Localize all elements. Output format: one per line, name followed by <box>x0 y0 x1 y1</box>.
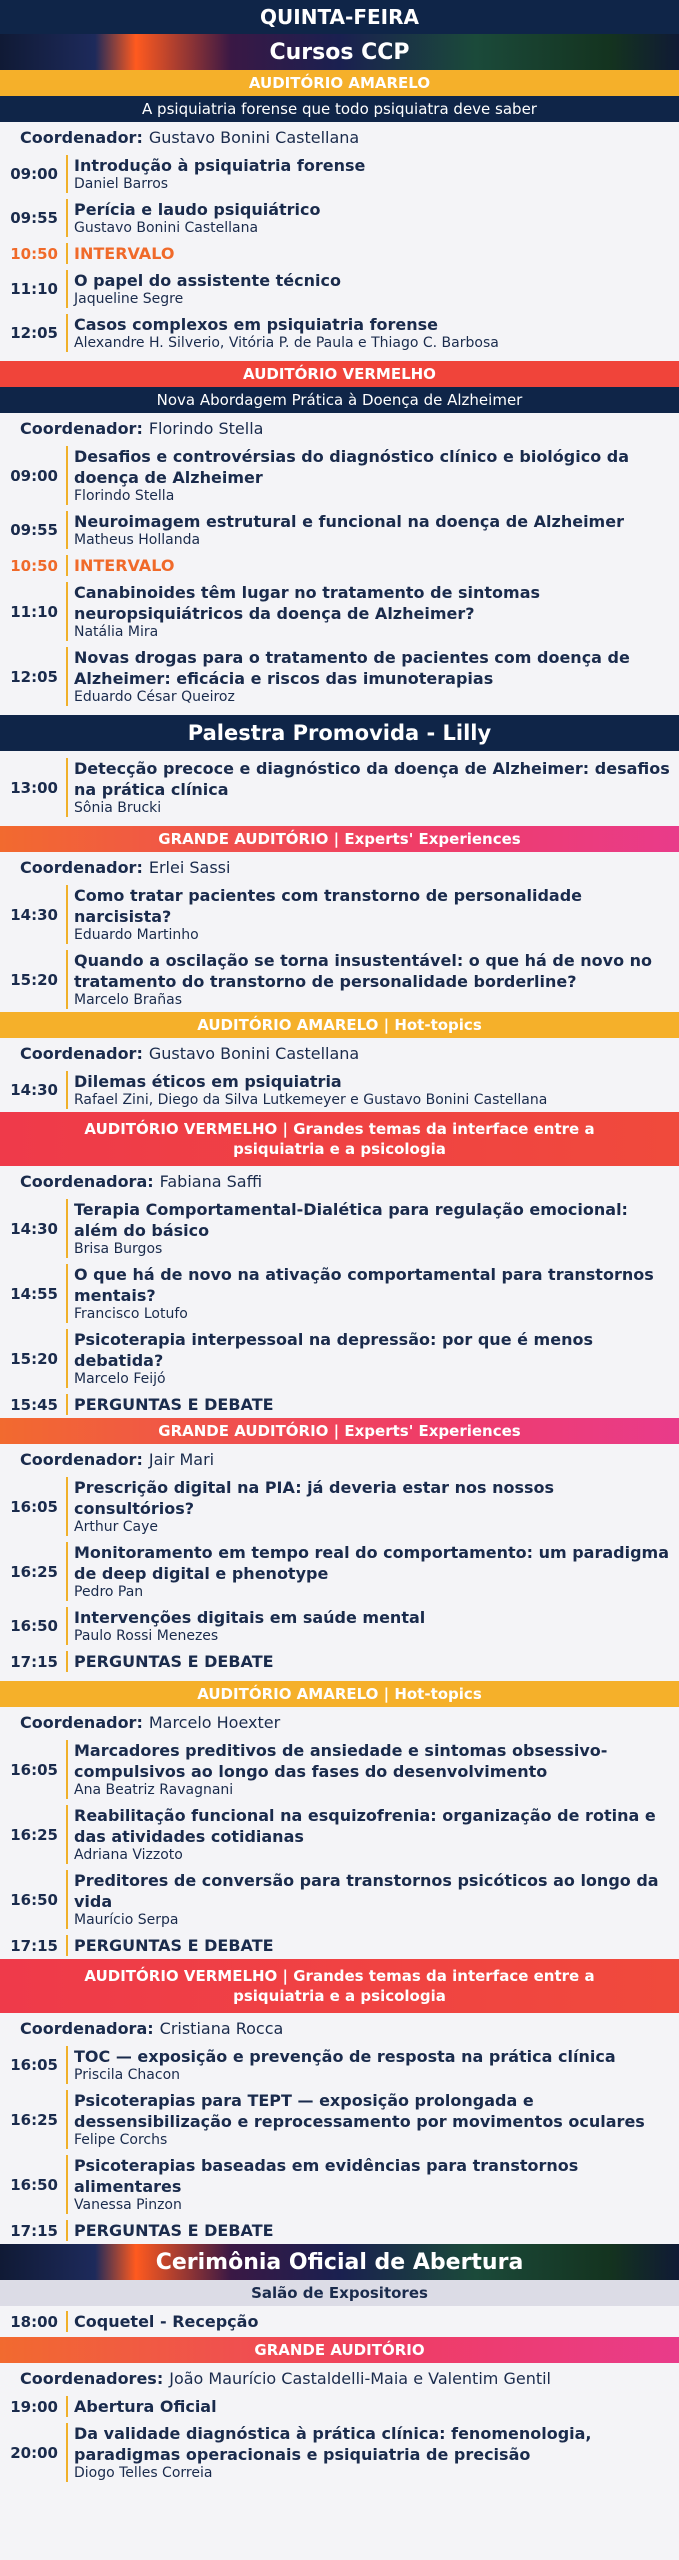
schedule-item <box>0 1932 679 1959</box>
item-content <box>66 885 679 944</box>
schedule-item <box>0 1391 679 1418</box>
item-speaker: Diogo Telles Correia <box>74 2465 213 2481</box>
item-time: 15:20 <box>10 1349 58 1368</box>
item-time: 16:25 <box>10 1562 58 1581</box>
item-content <box>66 582 679 641</box>
item-speaker: Florindo Stella <box>74 488 175 504</box>
s6-bar: AUDITÓRIO VERMELHO | Grandes temas da interface entre a psiquiatria e a psicologia <box>0 1112 679 1166</box>
item-speaker: Brisa Burgos <box>74 1241 163 1257</box>
s6-list <box>0 1196 679 1418</box>
schedule-item <box>0 882 679 947</box>
item-content <box>66 1394 679 1415</box>
cursos-banner: Cursos CCP <box>0 34 679 70</box>
item-speaker: Marcelo Brañas <box>74 992 183 1008</box>
schedule-item <box>0 1604 679 1648</box>
item-speaker: Eduardo Martinho <box>74 927 199 943</box>
s3-bar: Palestra Promovida - Lilly <box>0 715 679 751</box>
item-content <box>66 950 679 1009</box>
item-time: 17:15 <box>10 1652 58 1671</box>
item-time: 18:00 <box>10 2312 58 2331</box>
item-speaker: Arthur Caye <box>74 1519 159 1535</box>
item-content <box>66 1740 679 1799</box>
item-title: Quando a oscilação se torna insustentável: o que há de novo no tratamento do transtorno de personalidade borderline? <box>74 951 653 991</box>
schedule-item <box>0 196 679 240</box>
s1-coord: Coordenador: Gustavo Bonini Castellana <box>20 127 360 147</box>
item-title: Detecção precoce e diagnóstico da doença de Alzheimer: desafios na prática clínica <box>74 759 670 799</box>
item-content <box>66 2396 679 2417</box>
item-content <box>66 2220 679 2241</box>
item-title: PERGUNTAS E DEBATE <box>74 2221 274 2240</box>
item-time: 14:30 <box>10 905 58 924</box>
item-content <box>66 1329 679 1388</box>
item-content <box>66 1870 679 1929</box>
item-content <box>66 1477 679 1536</box>
s9-coord: Coordenadora: Cristiana Rocca <box>20 2018 284 2038</box>
s6-coord: Coordenadora: Fabiana Saffi <box>20 1171 263 1191</box>
s1-sub: A psiquiatria forense que todo psiquiatra deve saber <box>0 96 679 122</box>
schedule-item <box>0 1326 679 1391</box>
item-title: O papel do assistente técnico <box>74 271 341 290</box>
item-time: 13:00 <box>10 778 58 797</box>
item-time: 12:05 <box>10 667 58 686</box>
item-title: Abertura Oficial <box>74 2397 217 2416</box>
item-time: 11:10 <box>10 280 58 298</box>
item-time: 14:55 <box>10 1284 58 1303</box>
item-title: Psicoterapia interpessoal na depressão: por que é menos debatida? <box>74 1330 593 1370</box>
item-time: 16:05 <box>10 1497 58 1516</box>
s3-list <box>0 751 679 820</box>
item-title: PERGUNTAS E DEBATE <box>74 1936 274 1955</box>
s2-list <box>0 443 679 709</box>
schedule-item <box>0 1196 679 1261</box>
schedule-item <box>0 311 679 355</box>
day-header: QUINTA-FEIRA <box>0 0 679 34</box>
schedule-item <box>0 508 679 552</box>
item-time: 15:20 <box>10 970 58 989</box>
item-time: 14:30 <box>10 1081 58 1099</box>
schedule-item <box>0 579 679 644</box>
item-time: 09:55 <box>10 209 58 227</box>
s1-bar: AUDITÓRIO AMARELO <box>0 70 679 96</box>
item-speaker: Paulo Rossi Menezes <box>74 1628 219 1644</box>
item-content <box>66 1805 679 1864</box>
item-time: 16:25 <box>10 1825 58 1844</box>
item-content <box>66 511 679 549</box>
item-time: 14:30 <box>10 1219 58 1238</box>
item-speaker: Marcelo Feijó <box>74 1371 166 1387</box>
item-time: 16:50 <box>10 2175 58 2194</box>
s7-bar: GRANDE AUDITÓRIO | Experts' Experiences <box>0 1418 679 1444</box>
s2-sub: Nova Abordagem Prática à Doença de Alzheimer <box>0 387 679 413</box>
s11-bar: GRANDE AUDITÓRIO <box>0 2337 679 2363</box>
schedule-item <box>0 1802 679 1867</box>
item-content <box>66 647 679 706</box>
s10-list <box>0 2306 679 2337</box>
item-time: 12:05 <box>10 324 58 342</box>
item-speaker: Adriana Vizzoto <box>74 1847 183 1863</box>
schedule-item <box>0 1737 679 1802</box>
item-content <box>66 1264 679 1323</box>
item-speaker: Gustavo Bonini Castellana <box>74 220 259 236</box>
item-time: 16:25 <box>10 2110 58 2129</box>
item-speaker: Priscila Chacon <box>74 2067 181 2083</box>
s10-sub: Salão de Expositores <box>0 2280 679 2306</box>
item-time: 17:15 <box>10 2221 58 2240</box>
item-time: 11:10 <box>10 602 58 621</box>
item-title: Coquetel - Recepção <box>74 2312 259 2331</box>
schedule-item <box>0 2217 679 2244</box>
item-title: Reabilitação funcional na esquizofrenia: organização de rotina e das atividades cotidianas <box>74 1806 656 1846</box>
schedule-item <box>0 755 679 820</box>
schedule-item <box>0 443 679 508</box>
item-content <box>66 1607 679 1645</box>
item-content <box>66 555 679 576</box>
item-speaker: Ana Beatriz Ravagnani <box>74 1782 234 1798</box>
item-time: 10:50 <box>10 556 58 575</box>
item-time: 09:00 <box>10 165 58 183</box>
item-time: 19:00 <box>10 2397 58 2416</box>
s5-coord: Coordenador: Gustavo Bonini Castellana <box>20 1043 360 1063</box>
item-time: 16:05 <box>10 2056 58 2074</box>
item-title: Intervenções digitais em saúde mental <box>74 1608 426 1627</box>
s4-list <box>0 882 679 1012</box>
item-time: 16:05 <box>10 1760 58 1779</box>
schedule-item <box>0 644 679 709</box>
item-time: 17:15 <box>10 1936 58 1955</box>
item-title: Psicoterapias para TEPT — exposição prolongada e dessensibilização e reprocessamento por movimentos oculares <box>74 2091 645 2131</box>
item-title: O que há de novo na ativação comportamental para transtornos mentais? <box>74 1265 654 1305</box>
item-speaker: Rafael Zini, Diego da Silva Lutkemeyer e Gustavo Bonini Castellana <box>74 1092 548 1108</box>
s5-bar: AUDITÓRIO AMARELO | Hot-topics <box>0 1012 679 1038</box>
s5-list <box>0 1068 679 1112</box>
item-title: Da validade diagnóstica à prática clínica: fenomenologia, paradigmas operacionais e psiquiatria de precisão <box>74 2424 592 2464</box>
schedule-item <box>0 552 679 579</box>
item-title: Marcadores preditivos de ansiedade e sintomas obsessivo-compulsivos ao longo das fases do desenvolvimento <box>74 1741 608 1781</box>
schedule-item <box>0 1261 679 1326</box>
s11-list <box>0 2393 679 2485</box>
schedule-item <box>0 2087 679 2152</box>
item-time: 16:50 <box>10 1617 58 1635</box>
item-speaker: Maurício Serpa <box>74 1912 179 1928</box>
item-title: Neuroimagem estrutural e funcional na doença de Alzheimer <box>74 512 624 531</box>
item-speaker: Daniel Barros <box>74 176 169 192</box>
item-content <box>66 2155 679 2214</box>
s1-list <box>0 152 679 355</box>
item-speaker: Felipe Corchs <box>74 2132 168 2148</box>
item-speaker: Natália Mira <box>74 624 159 640</box>
item-speaker: Jaqueline Segre <box>74 291 184 307</box>
cerimonia-banner: Cerimônia Oficial de Abertura <box>0 2244 679 2280</box>
item-speaker: Eduardo César Queiroz <box>74 689 235 705</box>
item-title: Novas drogas para o tratamento de pacientes com doença de Alzheimer: eficácia e riscos das imunoterapias <box>74 648 630 688</box>
s8-bar: AUDITÓRIO AMARELO | Hot-topics <box>0 1681 679 1707</box>
item-content <box>66 446 679 505</box>
item-time: 20:00 <box>10 2443 58 2462</box>
s4-bar: GRANDE AUDITÓRIO | Experts' Experiences <box>0 826 679 852</box>
s8-coord: Coordenador: Marcelo Hoexter <box>20 1712 281 1732</box>
item-title: Introdução à psiquiatria forense <box>74 156 366 175</box>
item-time: 16:50 <box>10 1890 58 1909</box>
schedule-item <box>0 2308 679 2335</box>
item-speaker: Alexandre H. Silverio, Vitória P. de Paula e Thiago C. Barbosa <box>74 335 499 351</box>
item-title: Perícia e laudo psiquiátrico <box>74 200 321 219</box>
item-content <box>66 1651 679 1672</box>
item-content <box>66 243 679 264</box>
s7-coord: Coordenador: Jair Mari <box>20 1449 215 1469</box>
item-content <box>66 270 679 308</box>
item-speaker: Francisco Lotufo <box>74 1306 188 1322</box>
s11-coord: Coordenadores: João Maurício Castaldelli-Maia e Valentim Gentil <box>20 2368 551 2388</box>
item-time: 09:00 <box>10 466 58 485</box>
item-content <box>66 2090 679 2149</box>
s9-bar: AUDITÓRIO VERMELHO | Grandes temas da interface entre a psiquiatria e a psicologia <box>0 1959 679 2013</box>
schedule-item <box>0 267 679 311</box>
schedule-item <box>0 152 679 196</box>
s2-coord: Coordenador: Florindo Stella <box>20 418 264 438</box>
item-content <box>66 1199 679 1258</box>
schedule-item <box>0 947 679 1012</box>
item-time: 09:55 <box>10 521 58 539</box>
schedule-item <box>0 1539 679 1604</box>
item-title: Preditores de conversão para transtornos psicóticos ao longo da vida <box>74 1871 659 1911</box>
schedule-item <box>0 1474 679 1539</box>
item-speaker: Vanessa Pinzon <box>74 2197 182 2213</box>
item-content <box>66 2046 679 2084</box>
s4-coord: Coordenador: Erlei Sassi <box>20 857 231 877</box>
item-speaker: Pedro Pan <box>74 1584 144 1600</box>
item-title: INTERVALO <box>74 556 175 575</box>
item-content <box>66 2423 679 2482</box>
schedule-item <box>0 240 679 267</box>
item-content <box>66 1542 679 1601</box>
item-title: Canabinoides têm lugar no tratamento de sintomas neuropsiquiátricos da doença de Alzheimer? <box>74 583 541 623</box>
s7-list <box>0 1474 679 1675</box>
item-title: Psicoterapias baseadas em evidências para transtornos alimentares <box>74 2156 579 2196</box>
schedule-item <box>0 1867 679 1932</box>
item-speaker: Sônia Brucki <box>74 800 162 816</box>
item-title: INTERVALO <box>74 244 175 263</box>
item-content <box>66 2311 679 2332</box>
s2-bar: AUDITÓRIO VERMELHO <box>0 361 679 387</box>
item-title: PERGUNTAS E DEBATE <box>74 1395 274 1414</box>
item-title: Prescrição digital na PIA: já deveria estar nos nossos consultórios? <box>74 1478 555 1518</box>
schedule-item <box>0 2393 679 2420</box>
item-content <box>66 1935 679 1956</box>
item-content <box>66 155 679 193</box>
item-title: Terapia Comportamental-Dialética para regulação emocional: além do básico <box>74 1200 628 1240</box>
item-title: TOC — exposição e prevenção de resposta na prática clínica <box>74 2047 616 2066</box>
item-title: Desafios e controvérsias do diagnóstico clínico e biológico da doença de Alzheimer <box>74 447 630 487</box>
item-content <box>66 758 679 817</box>
item-title: Monitoramento em tempo real do comportamento: um paradigma de deep digital e phenotype <box>74 1543 670 1583</box>
s8-list <box>0 1737 679 1959</box>
schedule-item <box>0 2420 679 2485</box>
schedule-item <box>0 2152 679 2217</box>
item-title: PERGUNTAS E DEBATE <box>74 1652 274 1671</box>
s9-list <box>0 2043 679 2244</box>
item-time: 15:45 <box>10 1395 58 1414</box>
schedule-item <box>0 1068 679 1112</box>
schedule-item <box>0 2043 679 2087</box>
item-time: 10:50 <box>10 244 58 263</box>
item-title: Dilemas éticos em psiquiatria <box>74 1072 342 1091</box>
item-content <box>66 199 679 237</box>
item-content <box>66 314 679 352</box>
item-title: Casos complexos em psiquiatria forense <box>74 315 439 334</box>
schedule-item <box>0 1648 679 1675</box>
item-title: Como tratar pacientes com transtorno de personalidade narcisista? <box>74 886 583 926</box>
item-speaker: Matheus Hollanda <box>74 532 201 548</box>
item-content <box>66 1071 679 1109</box>
